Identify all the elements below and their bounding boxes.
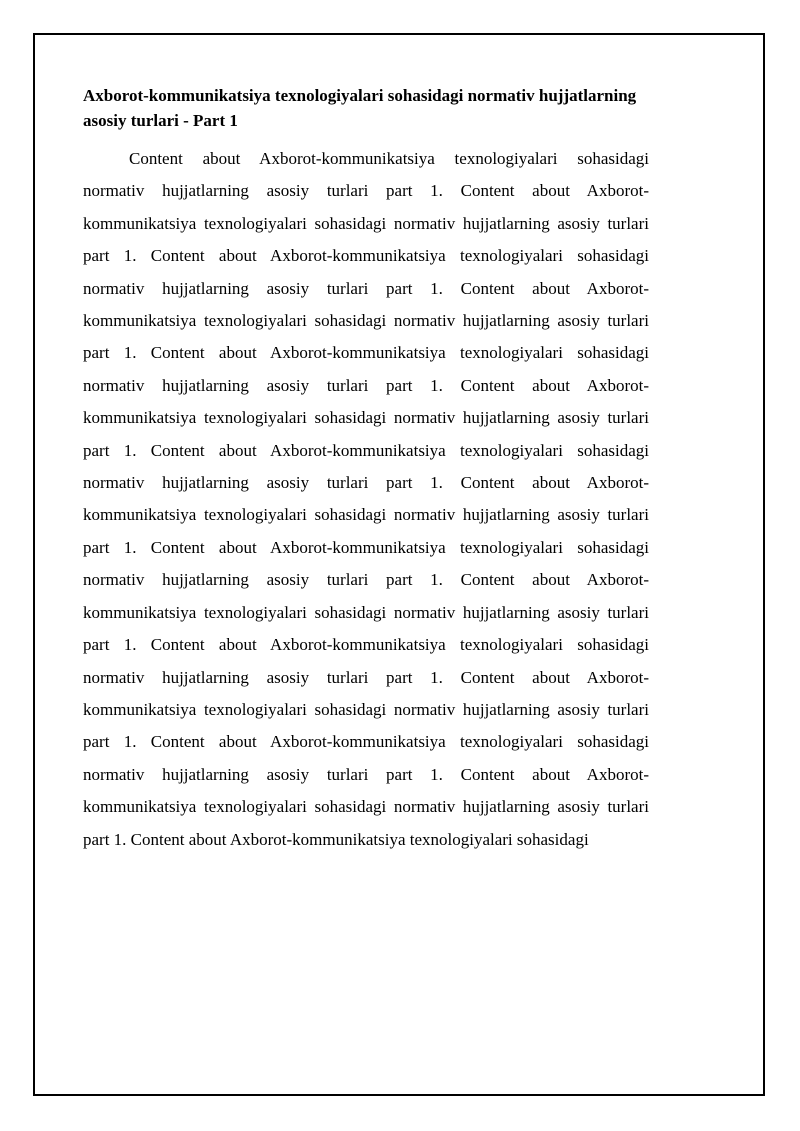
- document-body-paragraph: Content about Axborot-kommunikatsiya texnologiyalari sohasidagi normativ hujjatlarning asosiy turlari part 1. Content about Axborot-kommunikatsiya texnologiyalari sohasidagi normativ hujjatlarning asosiy turlari part 1. Content about Axborot-kommunikatsiya texnologiyalari sohasidagi normativ hujjatlarning asosiy turlari part 1. Content about Axborot-kommunikatsiya texnologiyalari sohasidagi normativ hujjatlarning asosiy turlari part 1. Content about Axborot-kommunikatsiya texnologiyalari sohasidagi normativ hujjatlarning asosiy turlari part 1. Content about Axborot-kommunikatsiya texnologiyalari sohasidagi normativ hujjatlarning asosiy turlari part 1. Content about Axborot-kommunikatsiya texnologiyalari sohasidagi normativ hujjatlarning asosiy turlari part 1. Content about Axborot-kommunikatsiya texnologiyalari sohasidagi normativ hujjatlarning asosiy turlari part 1. Content about Axborot-kommunikatsiya texnologiyalari sohasidagi normativ hujjatlarning asosiy turlari part 1. Content about Axborot-kommunikatsiya texnologiyalari sohasidagi normativ hujjatlarning asosiy turlari part 1. Content about Axborot-kommunikatsiya texnologiyalari sohasidagi normativ hujjatlarning asosiy turlari part 1. Content about Axborot-kommunikatsiya texnologiyalari sohasidagi normativ hujjatlarning asosiy turlari part 1. Content about Axborot-kommunikatsiya texnologiyalari sohasidagi normativ hujjatlarning asosiy turlari part 1. Content about Axborot-kommunikatsiya texnologiyalari sohasidagi normativ hujjatlarning asosiy turlari part 1. Content about Axborot-kommunikatsiya texnologiyalari sohasidagi: [83, 149, 649, 849]
- document-page: [83, 83, 649, 1063]
- document-title: Axborot-kommunikatsiya texnologiyalari sohasidagi normativ hujjatlarning asosiy turlari - Part 1: [83, 86, 637, 130]
